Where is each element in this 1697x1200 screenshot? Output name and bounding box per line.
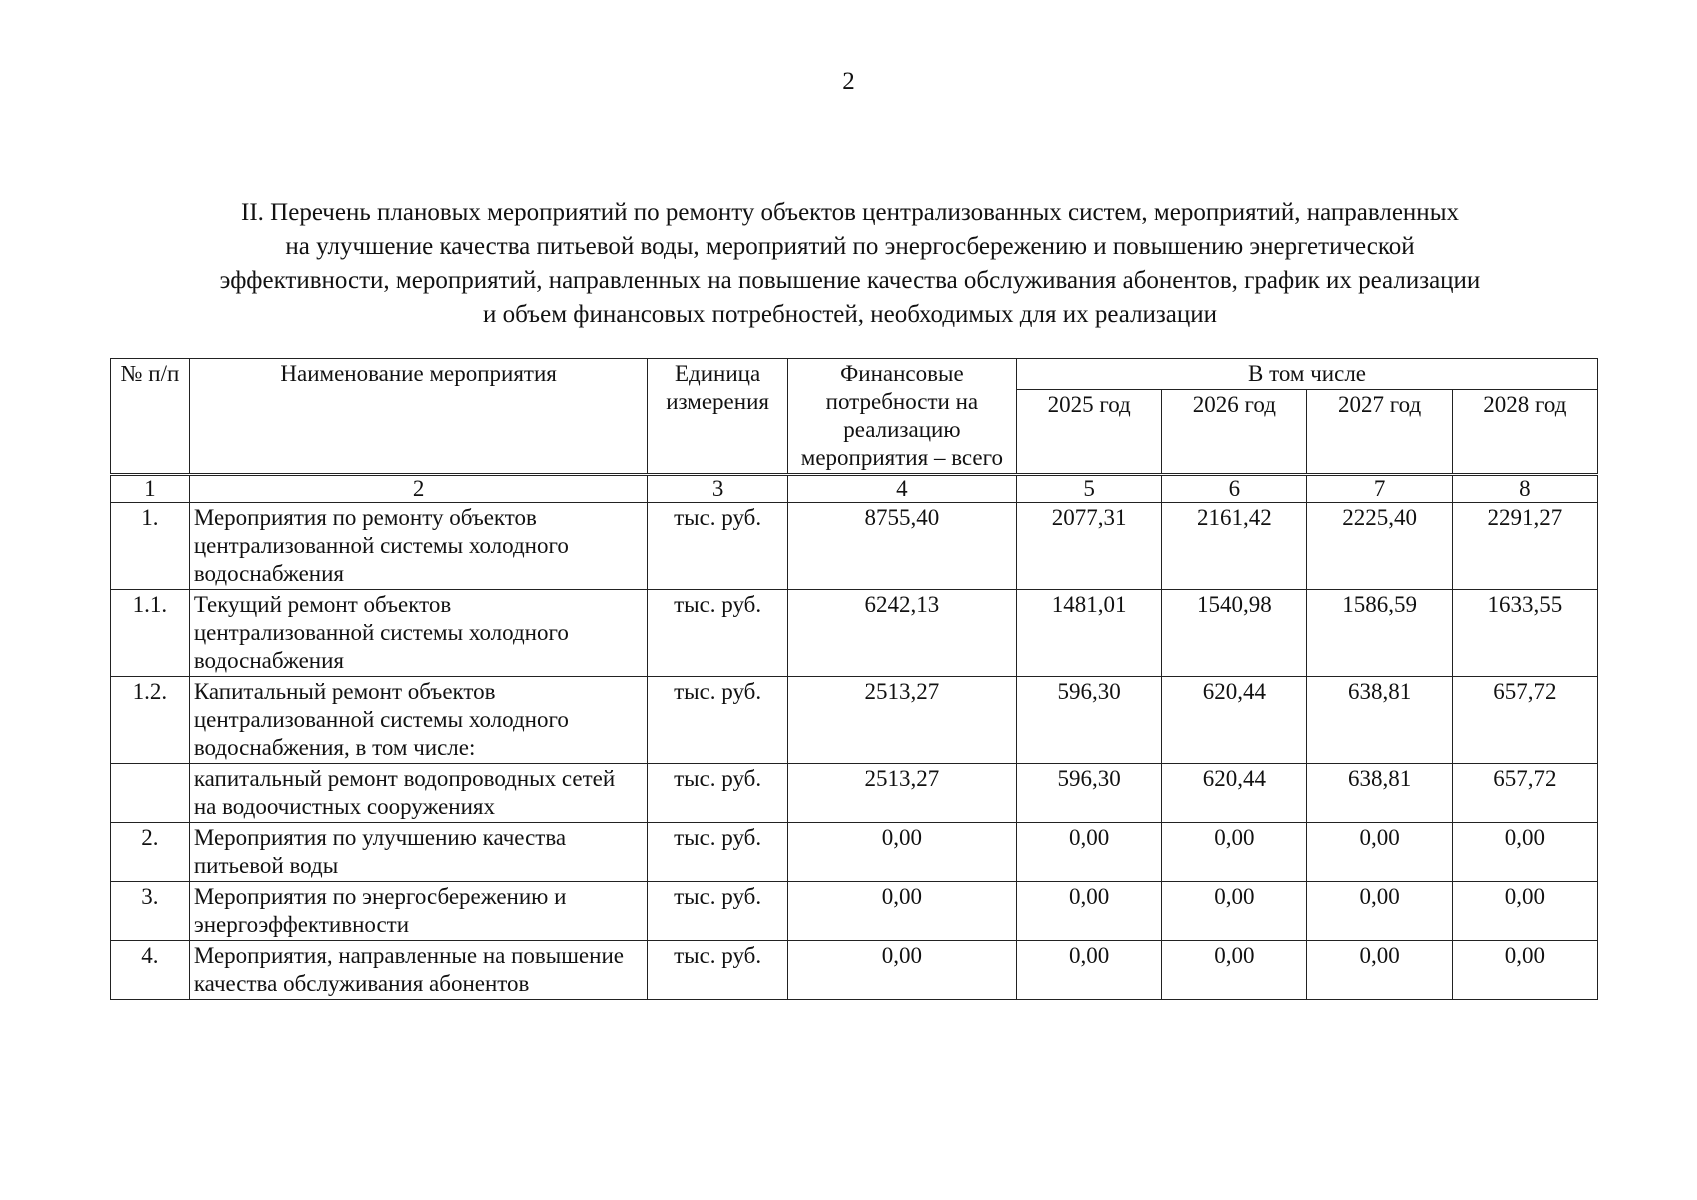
row-name [189, 823, 648, 882]
column-number: 8 [1452, 475, 1597, 503]
row-2025: 596,30 [1017, 677, 1162, 764]
header-num: № п/п [111, 359, 190, 475]
title-line: на улучшение качества питьевой воды, мероприятий по энергосбережению и повышению энергетической [285, 233, 1415, 260]
column-number: 2 [189, 475, 648, 503]
row-2027: 0,00 [1307, 823, 1452, 882]
column-number: 1 [111, 475, 190, 503]
row-name-line: Мероприятия по улучшению качества [193, 825, 567, 850]
row-name-line: водоснабжения [193, 561, 344, 586]
row-name-line: на водоочистных сооружениях [193, 794, 495, 819]
row-unit: тыс. руб. [648, 677, 787, 764]
column-number: 5 [1017, 475, 1162, 503]
row-total: 2513,27 [787, 677, 1016, 764]
row-num: 1.1. [111, 590, 190, 677]
row-2025: 1481,01 [1017, 590, 1162, 677]
header-including: В том числе [1017, 359, 1598, 390]
column-number: 3 [648, 475, 787, 503]
row-2025: 2077,31 [1017, 503, 1162, 590]
row-num: 1.2. [111, 677, 190, 764]
row-name-line: Капитальный ремонт объектов [193, 679, 496, 704]
table-row [111, 764, 1598, 823]
row-num [111, 764, 190, 823]
row-unit: тыс. руб. [648, 590, 787, 677]
row-2025: 0,00 [1017, 941, 1162, 1000]
row-2025: 0,00 [1017, 882, 1162, 941]
row-name-line: Текущий ремонт объектов [193, 592, 452, 617]
title-line: и объем финансовых потребностей, необходимых для их реализации [482, 301, 1218, 328]
row-2027: 638,81 [1307, 764, 1452, 823]
table-row [111, 882, 1598, 941]
row-name-line: водоснабжения, в том числе: [193, 735, 476, 760]
row-2026: 0,00 [1162, 823, 1307, 882]
row-2027: 1586,59 [1307, 590, 1452, 677]
header-year-2027: 2027 год [1307, 390, 1452, 475]
row-num: 2. [111, 823, 190, 882]
row-name [189, 503, 648, 590]
row-name [189, 941, 648, 1000]
row-2026: 620,44 [1162, 677, 1307, 764]
row-unit: тыс. руб. [648, 503, 787, 590]
header-year-2025: 2025 год [1017, 390, 1162, 475]
row-2025: 0,00 [1017, 823, 1162, 882]
row-2028: 657,72 [1452, 764, 1597, 823]
row-2027: 638,81 [1307, 677, 1452, 764]
column-number: 4 [787, 475, 1016, 503]
row-2026: 2161,42 [1162, 503, 1307, 590]
row-2027: 2225,40 [1307, 503, 1452, 590]
row-name [189, 764, 648, 823]
header-unit: Единица измерения [648, 359, 787, 475]
table-row [111, 677, 1598, 764]
column-number: 7 [1307, 475, 1452, 503]
row-unit: тыс. руб. [648, 941, 787, 1000]
row-num: 4. [111, 941, 190, 1000]
row-2028: 1633,55 [1452, 590, 1597, 677]
row-2026: 0,00 [1162, 882, 1307, 941]
row-2028: 0,00 [1452, 882, 1597, 941]
page-number: 2 [842, 68, 855, 95]
activities-table [110, 358, 1598, 1000]
row-total: 0,00 [787, 882, 1016, 941]
row-total: 8755,40 [787, 503, 1016, 590]
row-name-line: централизованной системы холодного [193, 620, 569, 645]
title-line: II. Перечень плановых мероприятий по ремонту объектов централизованных систем, мероприятий, направленных [241, 199, 1459, 226]
row-name-line: капитальный ремонт водопроводных сетей [193, 766, 616, 791]
row-total: 0,00 [787, 941, 1016, 1000]
row-num: 1. [111, 503, 190, 590]
row-2026: 0,00 [1162, 941, 1307, 1000]
row-unit: тыс. руб. [648, 764, 787, 823]
row-total: 0,00 [787, 823, 1016, 882]
header-name: Наименование мероприятия [189, 359, 648, 475]
header-year-2026: 2026 год [1162, 390, 1307, 475]
row-name-line: Мероприятия по энергосбережению и [193, 884, 567, 909]
row-unit: тыс. руб. [648, 823, 787, 882]
row-name-line: питьевой воды [193, 853, 339, 878]
row-name-line: водоснабжения [193, 648, 344, 673]
table-row [111, 941, 1598, 1000]
row-unit: тыс. руб. [648, 882, 787, 941]
title-line: эффективности, мероприятий, направленных на повышение качества обслуживания абонентов, график их реализации [219, 267, 1481, 294]
row-num: 3. [111, 882, 190, 941]
section-title [110, 196, 1590, 332]
row-2026: 1540,98 [1162, 590, 1307, 677]
row-2026: 620,44 [1162, 764, 1307, 823]
column-number-row [111, 475, 1598, 503]
header-total: Финансовые потребности на реализацию мероприятия – всего [787, 359, 1016, 475]
row-2027: 0,00 [1307, 941, 1452, 1000]
header-year-2028: 2028 год [1452, 390, 1597, 475]
row-2028: 0,00 [1452, 823, 1597, 882]
row-name-line: энергоэффективности [193, 912, 410, 937]
row-total: 6242,13 [787, 590, 1016, 677]
row-total: 2513,27 [787, 764, 1016, 823]
row-name-line: централизованной системы холодного [193, 707, 569, 732]
table-row [111, 503, 1598, 590]
table-row [111, 823, 1598, 882]
column-number: 6 [1162, 475, 1307, 503]
row-2028: 0,00 [1452, 941, 1597, 1000]
row-name [189, 882, 648, 941]
row-2025: 596,30 [1017, 764, 1162, 823]
row-name [189, 677, 648, 764]
row-name [189, 590, 648, 677]
table-row [111, 590, 1598, 677]
row-name-line: Мероприятия, направленные на повышение [193, 943, 624, 968]
row-name-line: Мероприятия по ремонту объектов [193, 505, 537, 530]
row-2027: 0,00 [1307, 882, 1452, 941]
row-2028: 2291,27 [1452, 503, 1597, 590]
row-name-line: качества обслуживания абонентов [193, 971, 530, 996]
row-2028: 657,72 [1452, 677, 1597, 764]
row-name-line: централизованной системы холодного [193, 533, 569, 558]
